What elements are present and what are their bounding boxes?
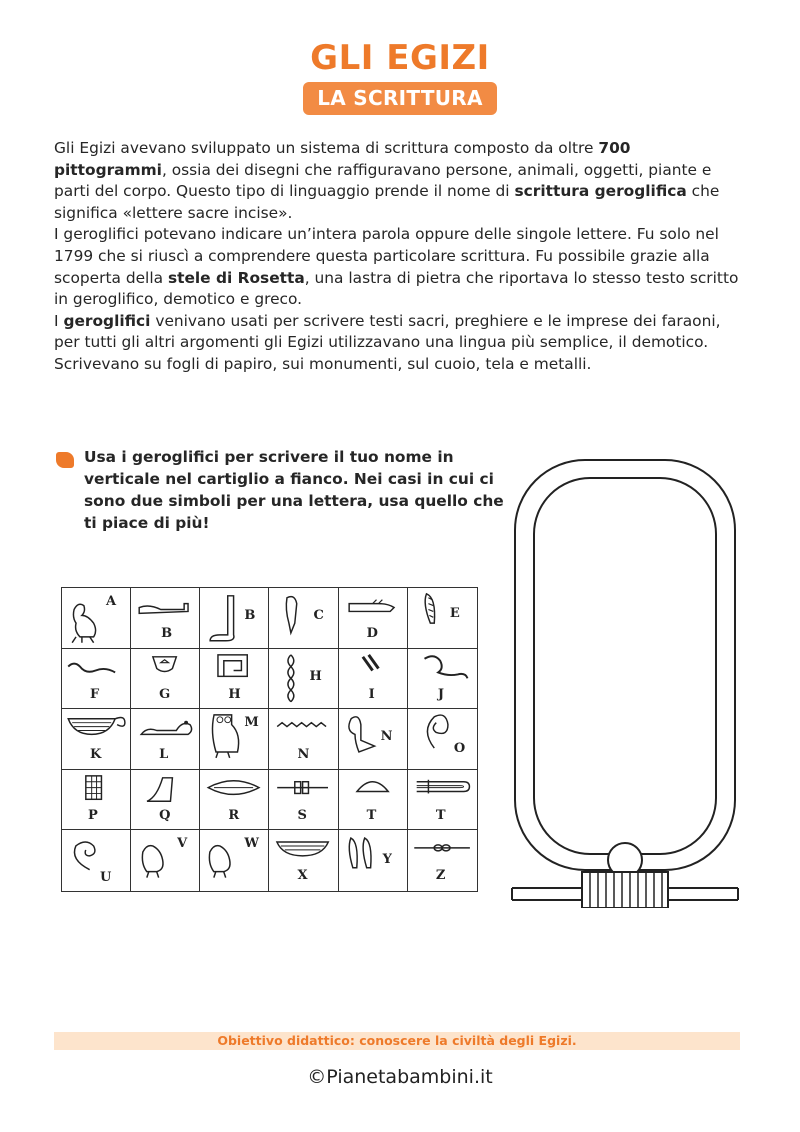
intro-paragraph-2: I geroglifici potevano indicare un’intera parola oppure delle singole lettere. Fu solo nel 1799 che si riuscì a comprendere questa particolare scrittura. Fu possibile grazie alla scoperta della stele di Rosetta, una lastra di pietra che riportava lo stesso testo scritto in geroglifico, demotico e greco. — [54, 225, 739, 309]
glyph-cell-v — [131, 830, 200, 891]
glyph-cell-h — [200, 649, 269, 710]
letter-label: C — [313, 608, 324, 623]
glyph-cell-s — [269, 770, 338, 831]
letter-label: L — [159, 747, 169, 763]
quail-chick-curl-icon — [62, 830, 130, 891]
letter-label: A — [106, 594, 117, 609]
letter-label: R — [228, 807, 240, 823]
task-text: Usa i geroglifici per scrivere il tuo nome in verticale nel cartiglio a fianco. Nei casi in cui ci sono due simboli per una lettera, usa quello che ti piace di più! — [84, 448, 504, 532]
red-crown-icon — [339, 709, 407, 769]
subtitle-wrap — [0, 82, 800, 115]
letter-label: S — [297, 807, 307, 823]
letter-label: B — [244, 608, 256, 623]
twisted-wick-icon — [269, 649, 337, 709]
glyph-cell-b — [131, 588, 200, 649]
letter-label: T — [435, 807, 446, 823]
glyph-cell-n — [269, 709, 338, 770]
glyph-cell-l — [131, 709, 200, 770]
glyph-cell-y — [339, 830, 408, 891]
double-reed-leaf-icon — [339, 830, 407, 891]
glyph-cell-o — [408, 709, 477, 770]
glyph-cell-x — [269, 830, 338, 891]
glyph-cell-w — [200, 830, 269, 891]
glyph-cell-f — [62, 649, 131, 710]
letter-label: O — [453, 741, 466, 757]
letter-label: W — [244, 836, 259, 852]
site-credit: ©Pianetabambini.it — [307, 1066, 493, 1088]
glyph-cell-u — [62, 830, 131, 891]
letter-label: D — [366, 626, 378, 641]
glyph-cell-m — [200, 709, 269, 770]
glyph-cell-q — [131, 770, 200, 831]
leg-icon — [200, 588, 268, 648]
letter-label: F — [90, 686, 100, 702]
letter-label: N — [297, 747, 310, 763]
cartouche-drawing — [510, 458, 740, 908]
letter-label: V — [177, 836, 188, 852]
glyph-cell-a — [62, 588, 131, 649]
letter-label: J — [437, 686, 444, 702]
bird-icon — [131, 830, 199, 891]
letter-label: Z — [435, 868, 446, 884]
glyph-cell-p — [62, 770, 131, 831]
page-title: GLI EGIZI — [310, 38, 490, 78]
page-subtitle: LA SCRITTURA — [303, 82, 497, 115]
glyph-cell-j — [408, 649, 477, 710]
glyph-cell-e — [408, 588, 477, 649]
objective-banner: Obiettivo didattico: conoscere la civiltà degli Egizi. — [54, 1032, 740, 1050]
letter-label: M — [244, 715, 259, 731]
letter-label: N — [380, 729, 393, 745]
glyph-cell-i — [339, 649, 408, 710]
letter-label: P — [88, 807, 98, 823]
letter-label: E — [449, 606, 460, 621]
basket-handle-icon — [269, 588, 337, 648]
glyph-cell-n2 — [339, 709, 408, 770]
letter-label: X — [297, 868, 308, 884]
glyph-cell-g — [131, 649, 200, 710]
letter-label: T — [366, 807, 377, 823]
letter-label: K — [90, 747, 102, 763]
vulture-icon — [62, 588, 130, 648]
letter-label: B — [161, 626, 173, 641]
glyph-cell-t2 — [408, 770, 477, 831]
bullet-icon — [56, 452, 74, 468]
letter-label: U — [100, 870, 112, 886]
reed-leaf-icon — [408, 588, 477, 648]
glyph-cell-b2 — [200, 588, 269, 649]
glyph-cell-t — [339, 770, 408, 831]
glyph-cell-d — [339, 588, 408, 649]
glyph-cell-h2 — [269, 649, 338, 710]
letter-label: H — [309, 668, 322, 684]
glyph-cell-z — [408, 830, 477, 891]
lasso-icon — [408, 709, 477, 769]
letter-label: Q — [159, 807, 171, 823]
intro-paragraph-3: I geroglifici venivano usati per scrivere testi sacri, preghiere e le imprese dei faraoni, per tutti gli altri argomenti gli Egizi utilizzavano una lingua più semplice, il demotico. Scrivevano su fogli di papiro, sui monumenti, sul cuoio, tela e metalli. — [54, 311, 721, 373]
letter-label: H — [228, 686, 241, 702]
intro-text — [54, 138, 744, 376]
letter-label: Y — [382, 852, 392, 868]
hieroglyph-alphabet-table — [61, 587, 478, 892]
letter-label: I — [368, 686, 375, 702]
glyph-cell-k — [62, 709, 131, 770]
intro-paragraph-1: Gli Egizi avevano sviluppato un sistema di scrittura composto da oltre 700 pittogrammi, ossia dei disegni che raffiguravano persone, animali, oggetti, piante e parti del corpo. Questo tipo di linguaggio prende il nome di scrittura geroglifica che significa «lettere sacre incise». — [54, 139, 720, 222]
glyph-cell-r — [200, 770, 269, 831]
glyph-cell-c — [269, 588, 338, 649]
letter-label: G — [159, 686, 171, 702]
